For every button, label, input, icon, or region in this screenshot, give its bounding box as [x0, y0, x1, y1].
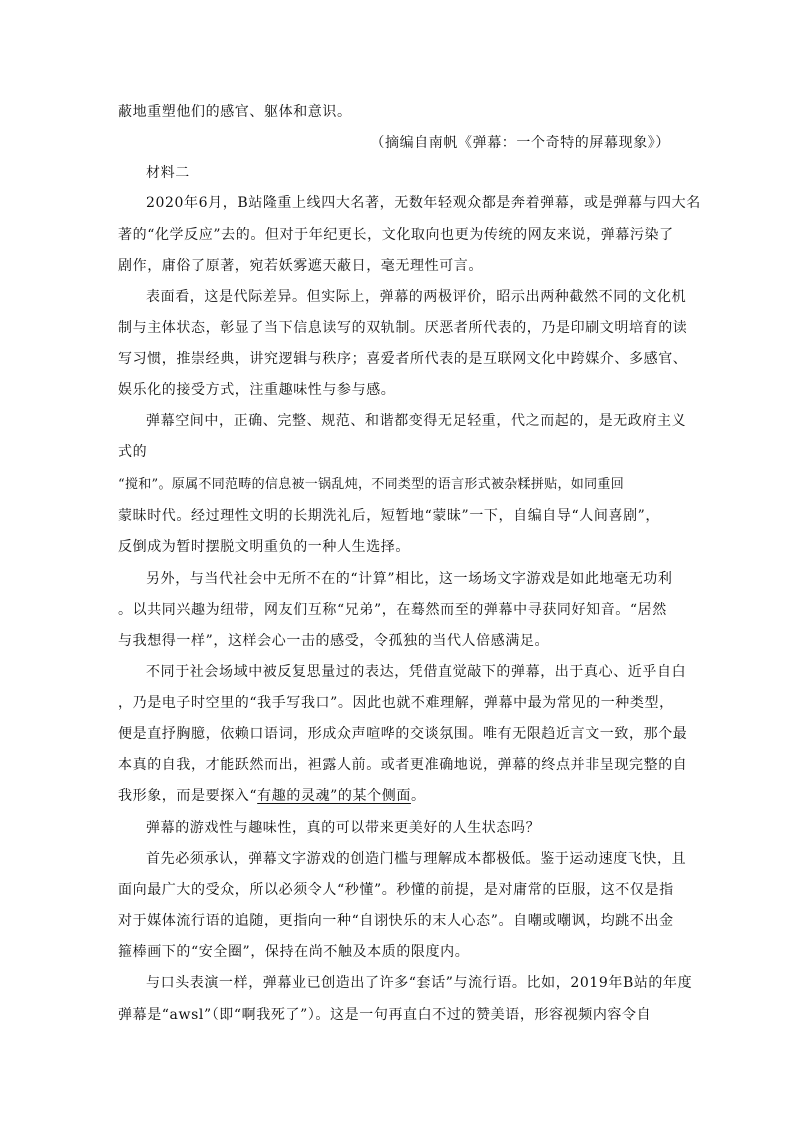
text-line: 2020年6月，B站隆重上线四大名著，无数年轻观众都是奔着弹幕，或是弹幕与四大名: [146, 195, 701, 211]
text-line: 娱乐化的接受方式，注重趣味性与参与感。: [118, 382, 396, 398]
text-line: 另外，与当代社会中无所不在的“计算”相比，这一场场文字游戏是如此地毫无功利: [146, 571, 673, 587]
text-segment: 。: [410, 788, 426, 804]
text-line: ，乃是电子时空里的“我手写我口”。因此也就不难理解，弹幕中最为常见的一种类型，: [118, 695, 674, 711]
text-line: 箍棒画下的“安全圈”，保持在尚不触及本质的限度内。: [118, 944, 470, 960]
text-line: 蔽地重塑他们的感官、躯体和意识。: [118, 104, 352, 120]
text-segment: 我形象，而是要探入“: [118, 788, 258, 804]
text-line: [118, 786, 426, 806]
text-line: 写习惯，推崇经典，讲究逻辑与秩序；喜爱者所代表的是互联网文化中跨媒介、多感官、: [118, 351, 688, 367]
text-line: 著的“化学反应”去的。但对于年纪更长，文化取向也更为传统的网友来说，弹幕污染了: [118, 227, 674, 243]
text-line: 蒙昧时代。经过理性文明的长期洗礼后，短暂地“蒙昧”一下，自编自导“人间喜剧”，: [118, 508, 661, 524]
text-line: 便是直抒胸臆，依赖口语词，形成众声喧哗的交谈氛围。唯有无限趋近言文一致，那个最: [118, 726, 688, 742]
source-citation: （摘编自南帆《弹幕：一个奇特的屏幕现象》）: [370, 135, 670, 151]
underlined-phrase: 有趣的灵魂”的某个侧面: [257, 788, 411, 804]
text-line: 本真的自我，才能跃然而出，袒露人前。或者更准确地说，弹幕的终点并非呈现完整的自: [118, 757, 688, 773]
text-line: 面向最广大的受众，所以必须令人“秒懂”。秒懂的前提，是对庸常的臣服，这不仅是指: [118, 882, 674, 898]
text-line: 制与主体状态，彰显了当下信息读写的双轨制。厌恶者所代表的，乃是印刷文明培育的读: [118, 320, 688, 336]
text-line: 首先必须承认，弹幕文字游戏的创造门槛与理解成本都极低。鉴于运动速度飞快，且: [146, 851, 687, 867]
text-line: 反倒成为暂时摆脱文明重负的一种人生选择。: [118, 539, 410, 555]
text-line: 对于媒体流行语的追随，更指向一种“自诩快乐的末人心态”。自嘲或嘲讽，均跳不出金: [118, 913, 674, 929]
text-line: 弹幕空间中，正确、完整、规范、和谐都变得无足轻重，代之而起的，是无政府主义: [146, 413, 687, 429]
text-line: 与我想得一样”，这样会心一击的感受，令孤独的当代人倍感满足。: [118, 633, 550, 649]
section-heading: 材料二: [146, 165, 190, 181]
text-line: 与口头表演一样，弹幕业已创造出了许多“套话”与流行语。比如，2019年B站的年度: [146, 975, 693, 991]
text-line: 剧作，庸俗了原著，宛若妖雾遮天蔽日，毫无理性可言。: [118, 258, 483, 274]
text-line: 不同于社会场域中被反复思量过的表达，凭借直觉敲下的弹幕，出于真心、近乎自白: [146, 664, 687, 680]
text-line: 式的: [118, 444, 148, 460]
text-line: 表面看，这是代际差异。但实际上，弹幕的两极评价，昭示出两种截然不同的文化机: [146, 289, 687, 305]
text-line: 。以共同兴趣为纽带，网友们互称“兄弟”，在蓦然而至的弹幕中寻获同好知音。“居然: [118, 602, 667, 618]
text-line: 弹幕的游戏性与趣味性，真的可以带来更美好的人生状态吗？: [146, 820, 541, 836]
text-line: “搅和”。原属不同范畴的信息被一锅乱炖，不同类型的语言形式被杂糅拼贴，如同重回: [118, 477, 624, 492]
text-line: 弹幕是“awsl”（即“啊我死了”）。这是一句再直白不过的赞美语，形容视频内容令自: [118, 1007, 652, 1023]
